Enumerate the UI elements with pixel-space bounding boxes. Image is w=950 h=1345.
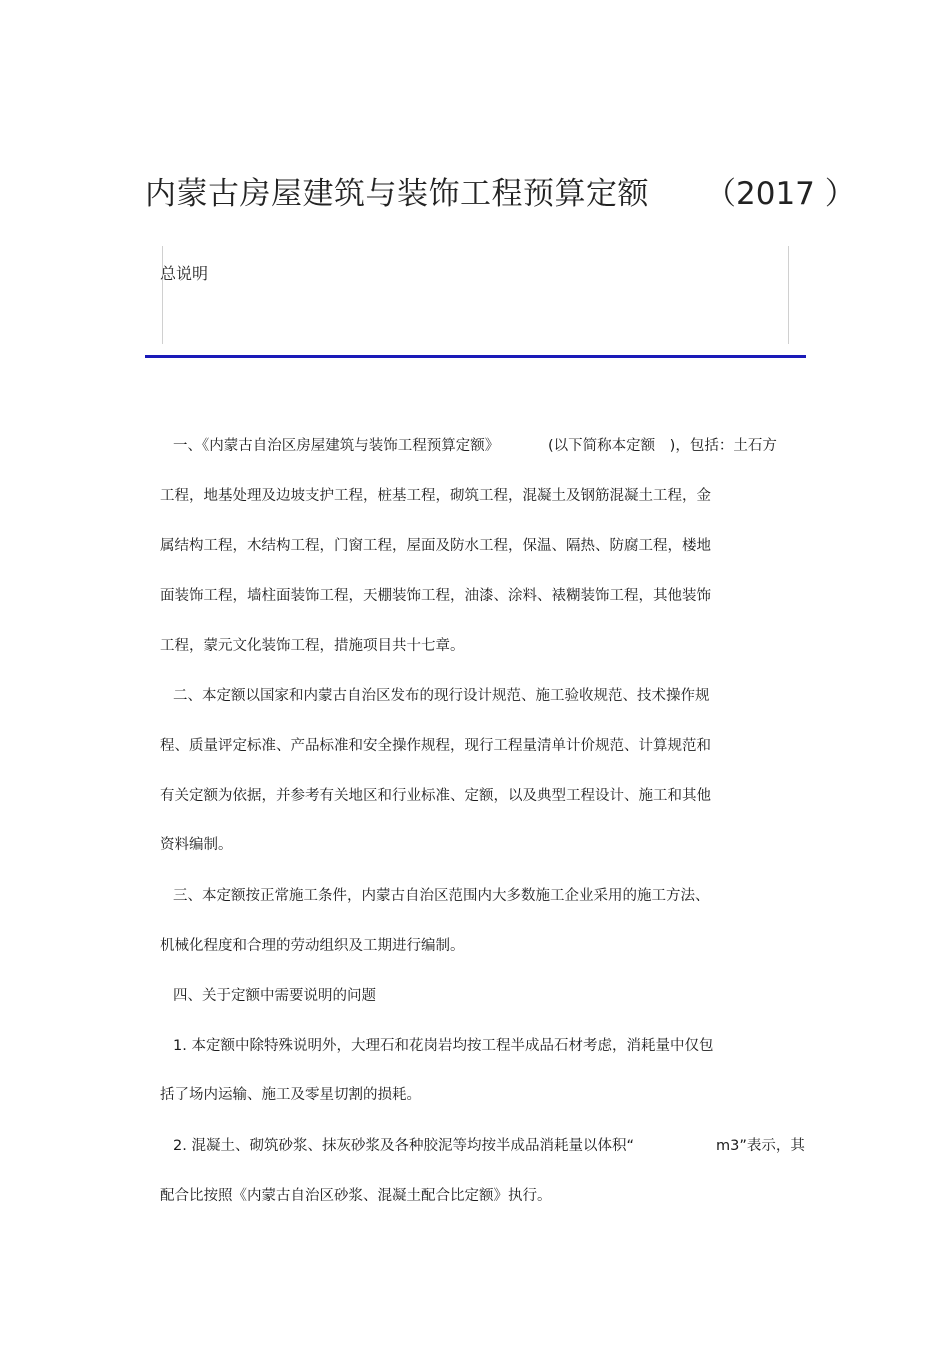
paragraph-line: 有关定额为依据，并参考有关地区和行业标准、定额，以及典型工程设计、施工和其他 [160,788,711,804]
paragraph-line: m3”表示，其 [716,1138,805,1154]
paragraph-line: 面装饰工程，墙柱面装饰工程，天棚装饰工程，油漆、涂料、裱糊装饰工程，其他装饰 [160,588,711,604]
paragraph-line: 配合比按照《内蒙古自治区砂浆、混凝土配合比定额》执行。 [160,1188,552,1204]
paragraph-line: 括了场内运输、施工及零星切割的损耗。 [160,1087,421,1103]
paragraph-line: 四、关于定额中需要说明的问题 [173,988,376,1004]
paragraph-line: 一、《内蒙古自治区房屋建筑与装饰工程预算定额》 [173,438,500,454]
paragraph-line: 资料编制。 [160,837,233,853]
document-title-year: （2017 ） [705,176,856,212]
section-heading: 总说明 [160,264,209,283]
paragraph-line: 2. 混凝土、砌筑砂浆、抹灰砂浆及各种胶泥等均按半成品消耗量以体积“ [173,1138,634,1154]
paragraph-line: 程、质量评定标准、产品标准和安全操作规程，现行工程量清单计价规范、计算规范和 [160,738,711,754]
paragraph-line: 二、本定额以国家和内蒙古自治区发布的现行设计规范、施工验收规范、技术操作规 [173,688,710,704]
paragraph-line: 属结构工程，木结构工程，门窗工程，屋面及防水工程，保温、隔热、防腐工程，楼地 [160,538,711,554]
heading-box-right-border [788,246,789,344]
document-title: 内蒙古房屋建筑与装饰工程预算定额 [145,176,649,212]
paragraph-line: 1. 本定额中除特殊说明外，大理石和花岗岩均按工程半成品石材考虑，消耗量中仅包 [173,1038,714,1054]
paragraph-line: (以下简称本定额 )，包括：土石方 [548,438,777,454]
blue-divider [145,355,806,358]
paragraph-line: 机械化程度和合理的劳动组织及工期进行编制。 [160,938,465,954]
paragraph-line: 工程，地基处理及边坡支护工程，桩基工程，砌筑工程，混凝土及钢筋混凝土工程，金 [160,488,711,504]
paragraph-line: 工程，蒙元文化装饰工程，措施项目共十七章。 [160,638,465,654]
paragraph-line: 三、本定额按正常施工条件，内蒙古自治区范围内大多数施工企业采用的施工方法、 [173,888,710,904]
